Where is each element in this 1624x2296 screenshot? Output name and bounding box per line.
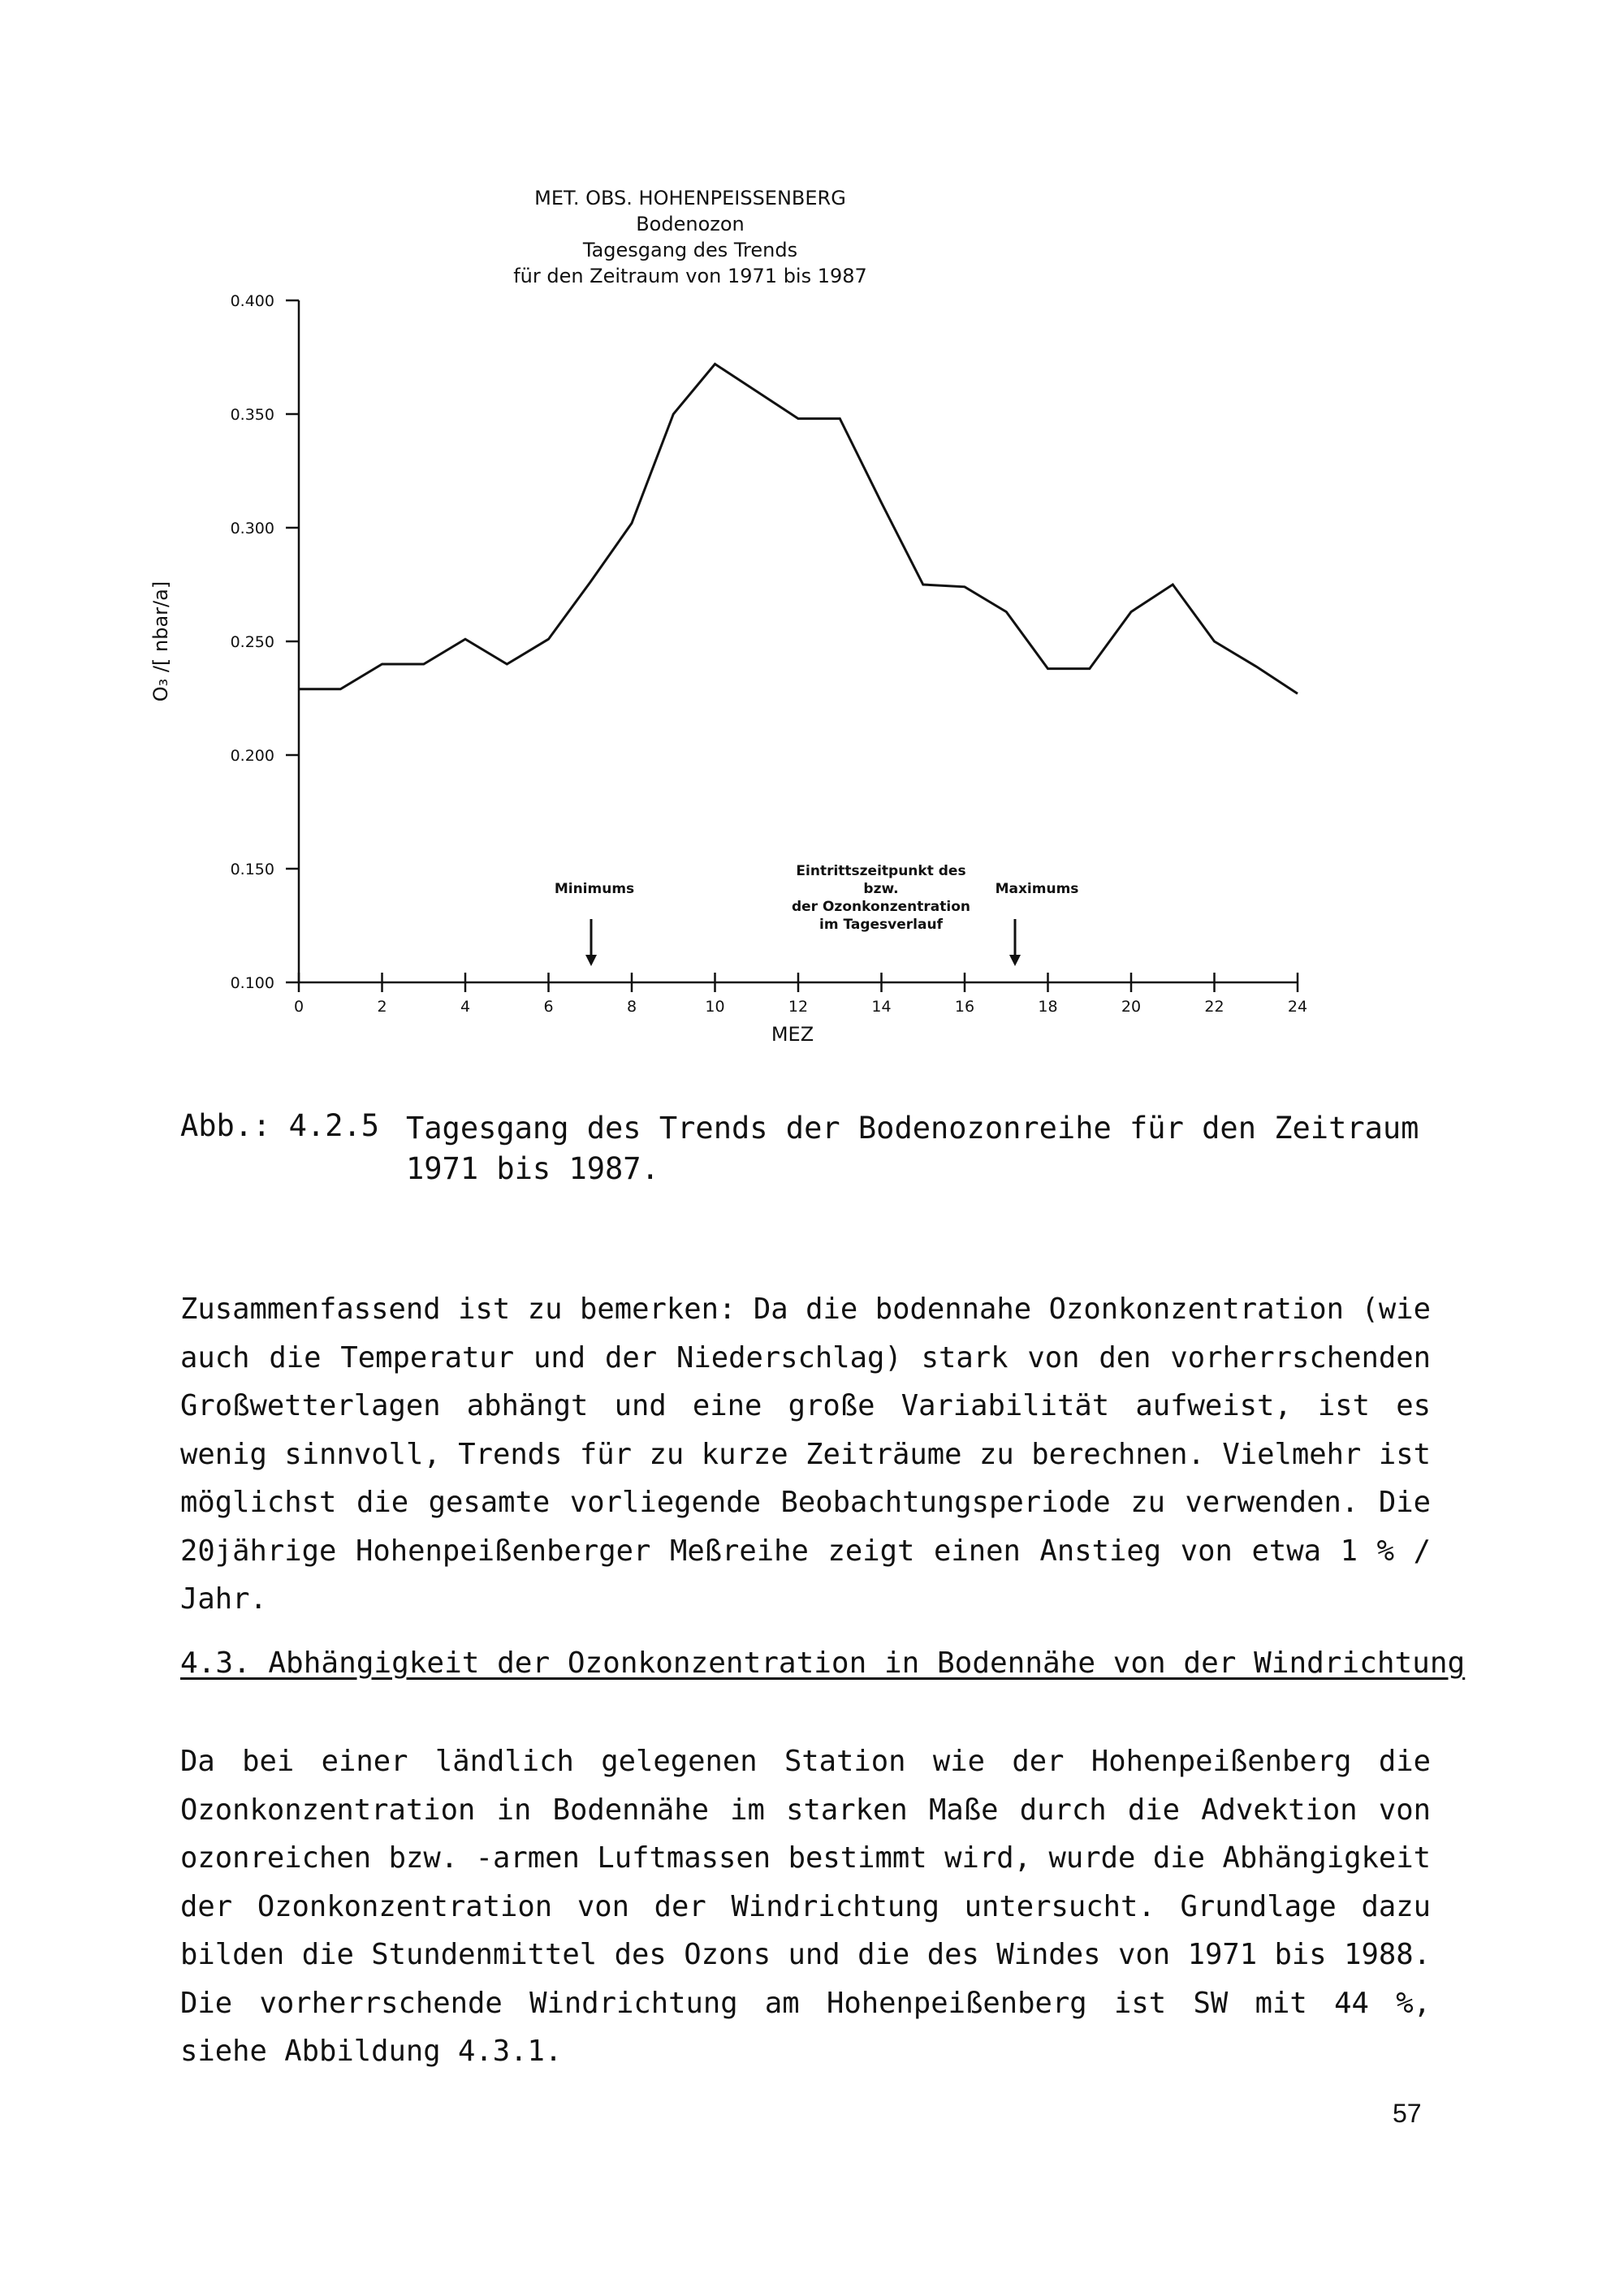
ozone-trend-chart <box>149 179 1315 1055</box>
x-tick-label: 14 <box>871 998 892 1016</box>
chart-title-line-3: Tagesgang des Trends <box>582 239 798 261</box>
x-tick-label: 22 <box>1204 998 1224 1016</box>
annotation-center-line-1: Eintrittszeitpunkt des <box>796 863 966 879</box>
chart-title-line-1: MET. OBS. HOHENPEISSENBERG <box>534 187 846 209</box>
y-axis-label: O₃ /[ nbar/a] <box>149 580 172 702</box>
y-tick-label: 0.100 <box>230 974 274 992</box>
annotation-maximums: Maximums <box>995 881 1079 897</box>
x-tick-label: 2 <box>377 998 387 1016</box>
trend-series-line <box>299 364 1298 693</box>
chart-title-line-2: Bodenozon <box>636 213 745 235</box>
figure-caption-text: Tagesgang des Trends der Bodenozonreihe für den Zeitraum 1971 bis 1987. <box>406 1111 1419 1186</box>
x-tick-label: 6 <box>543 998 554 1016</box>
x-tick-label: 12 <box>788 998 809 1016</box>
y-tick-label: 0.150 <box>230 861 274 878</box>
arrow-maximums <box>1009 919 1021 966</box>
x-tick-label: 4 <box>460 998 471 1016</box>
x-tick-label: 16 <box>954 998 975 1016</box>
x-tick-label: 18 <box>1038 998 1058 1016</box>
x-tick-label: 10 <box>705 998 725 1016</box>
x-tick-label: 0 <box>293 998 304 1016</box>
summary-paragraph: Zusammenfassend ist zu bemerken: Da die bodennahe Ozonkonzentration (wie auch die Temperatur und der Niederschlag) stark von den vorherrschenden Großwetterlagen abhängt und eine große Variabilität aufweist, ist es wenig sinnvoll, Trends für zu kurze Zeiträume zu berechnen. Vielmehr ist möglichst die gesamte vorliegende Beobachtungsperiode zu verwenden. Die 20jährige Hohenpeißenberger Meßreihe zeigt einen Anstieg von etwa 1 % / Jahr. <box>180 1293 1431 1616</box>
x-axis-label: MEZ <box>771 1023 814 1046</box>
x-axis-ticks <box>294 973 1307 1016</box>
y-tick-label: 0.200 <box>230 747 274 765</box>
y-tick-label: 0.250 <box>230 633 274 651</box>
y-tick-label: 0.400 <box>230 292 274 310</box>
annotation-center-line-3: der Ozonkonzentration <box>791 899 971 915</box>
y-axis-ticks <box>231 292 299 992</box>
x-tick-label: 8 <box>626 998 637 1016</box>
y-tick-label: 0.300 <box>230 520 274 537</box>
section-heading: 4.3. Abhängigkeit der Ozonkonzentration in Bodennähe von der Windrichtung <box>180 1646 1466 1680</box>
annotation-minimums: Minimums <box>554 881 635 897</box>
annotation-center-line-4: im Tagesverlauf <box>819 917 943 933</box>
x-tick-label: 24 <box>1287 998 1308 1016</box>
page-number: 57 <box>1393 2099 1422 2128</box>
figure-caption-number: Abb.: 4.2.5 <box>180 1108 380 1143</box>
wind-direction-paragraph: Da bei einer ländlich gelegenen Station wie der Hohenpeißenberg die Ozonkonzentration in Bodennähe im starken Maße durch die Advektion von ozonreichen bzw. -armen Luftmassen bestimmt wird, wurde die Abhängigkeit der Ozonkonzentration von der Windrichtung untersucht. Grundlage dazu bilden die Stundenmittel des Ozons und die des Windes von 1971 bis 1988. Die vorherrschende Windrichtung am Hohenpeißenberg ist SW mit 44 %, siehe Abbildung 4.3.1. <box>180 1745 1431 2068</box>
x-tick-label: 20 <box>1121 998 1142 1016</box>
y-tick-label: 0.350 <box>230 406 274 424</box>
annotation-center-line-2: bzw. <box>863 881 899 897</box>
chart-title-line-4: für den Zeitraum von 1971 bis 1987 <box>513 265 867 287</box>
arrow-minimums <box>585 919 597 966</box>
